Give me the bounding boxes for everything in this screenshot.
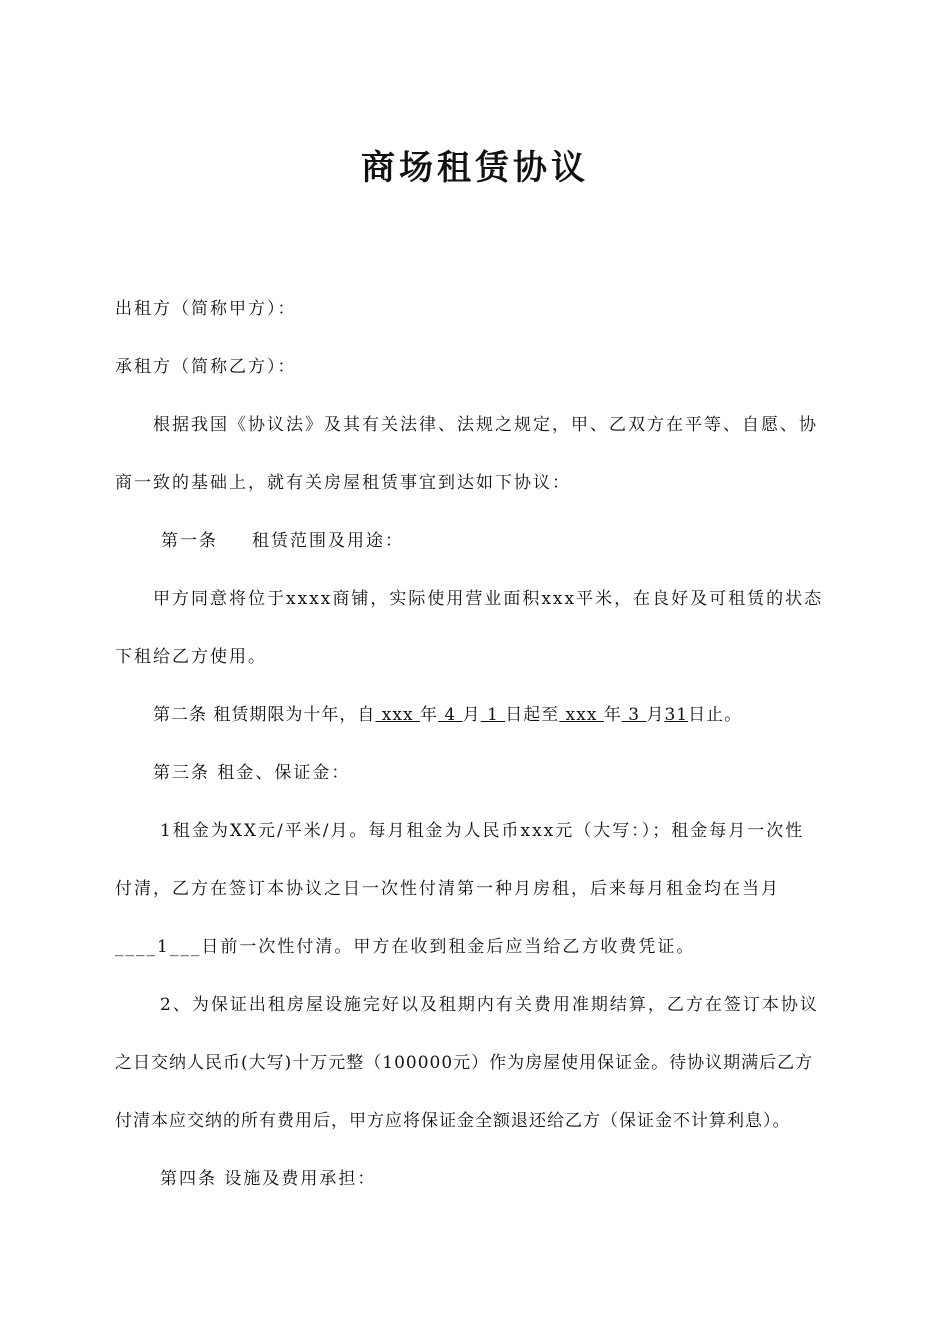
start-year: xxx: [375, 705, 420, 725]
article-2-text-4: 日起至: [505, 705, 560, 725]
intro-line-2: 商一致的基础上，就有关房屋租赁事宜到达如下协议：: [115, 473, 571, 493]
end-day: 31: [664, 705, 689, 725]
article-2-line: [153, 700, 742, 725]
article-2-text-3: 月: [462, 705, 481, 725]
lessor-line: 出租方（简称甲方）：: [115, 299, 297, 319]
lessee-line: 承租方（简称乙方）：: [115, 357, 297, 377]
start-month: 4: [437, 705, 463, 725]
article-2-text-6: 月: [646, 705, 665, 725]
article-3-clause-2-line-3: 付清本应交纳的所有费用后，甲方应将保证金全额退还给乙方（保证金不计算利息）。: [115, 1111, 791, 1131]
end-month: 3: [621, 705, 647, 725]
article-2-text-1: 第二条 租赁期限为十年，自: [153, 705, 376, 725]
article-1-line-1: 甲方同意将位于xxxx商铺，实际使用营业面积xxx平米，在良好及可租赁的状态: [153, 589, 824, 609]
document-title: 商场租赁协议: [361, 148, 589, 188]
article-2-text-2: 年: [419, 705, 438, 725]
article-2-text-7: 日止。: [688, 705, 743, 725]
article-1-line-2: 下租给乙方使用。: [115, 647, 267, 667]
article-3-clause-1-line-1: 1租金为XX元/平米/月。每月租金为人民币xxx元（大写：）；租金每月一次性: [160, 821, 805, 841]
start-day: 1: [480, 705, 506, 725]
article-4-heading: 第四条 设施及费用承担：: [160, 1169, 377, 1189]
article-1-heading: [161, 526, 404, 551]
article-1-number: 第一条: [161, 531, 218, 551]
article-2-text-5: 年: [603, 705, 622, 725]
article-3-clause-1-line-3: ____1___日前一次性付清。甲方在收到租金后应当给乙方收费凭证。: [115, 937, 696, 957]
article-3-clause-1-line-2: 付清，乙方在签订本协议之日一次性付清第一种月房租，后来每月租金均在当月: [115, 879, 780, 899]
intro-line-1: 根据我国《协议法》及其有关法律、法规之规定，甲、乙双方在平等、自愿、协: [153, 415, 818, 435]
end-year: xxx: [559, 705, 604, 725]
article-3-clause-2-line-1: 2、为保证出租房屋设施完好以及租期内有关费用准期结算，乙方在签订本协议: [160, 995, 819, 1015]
article-3-clause-2-line-2: 之日交纳人民币(大写)十万元整（100000元）作为房屋使用保证金。待协议期满后乙方: [115, 1053, 814, 1073]
article-1-title: 租赁范围及用途：: [252, 531, 404, 551]
article-3-heading: 第三条 租金、保证金：: [153, 763, 351, 783]
